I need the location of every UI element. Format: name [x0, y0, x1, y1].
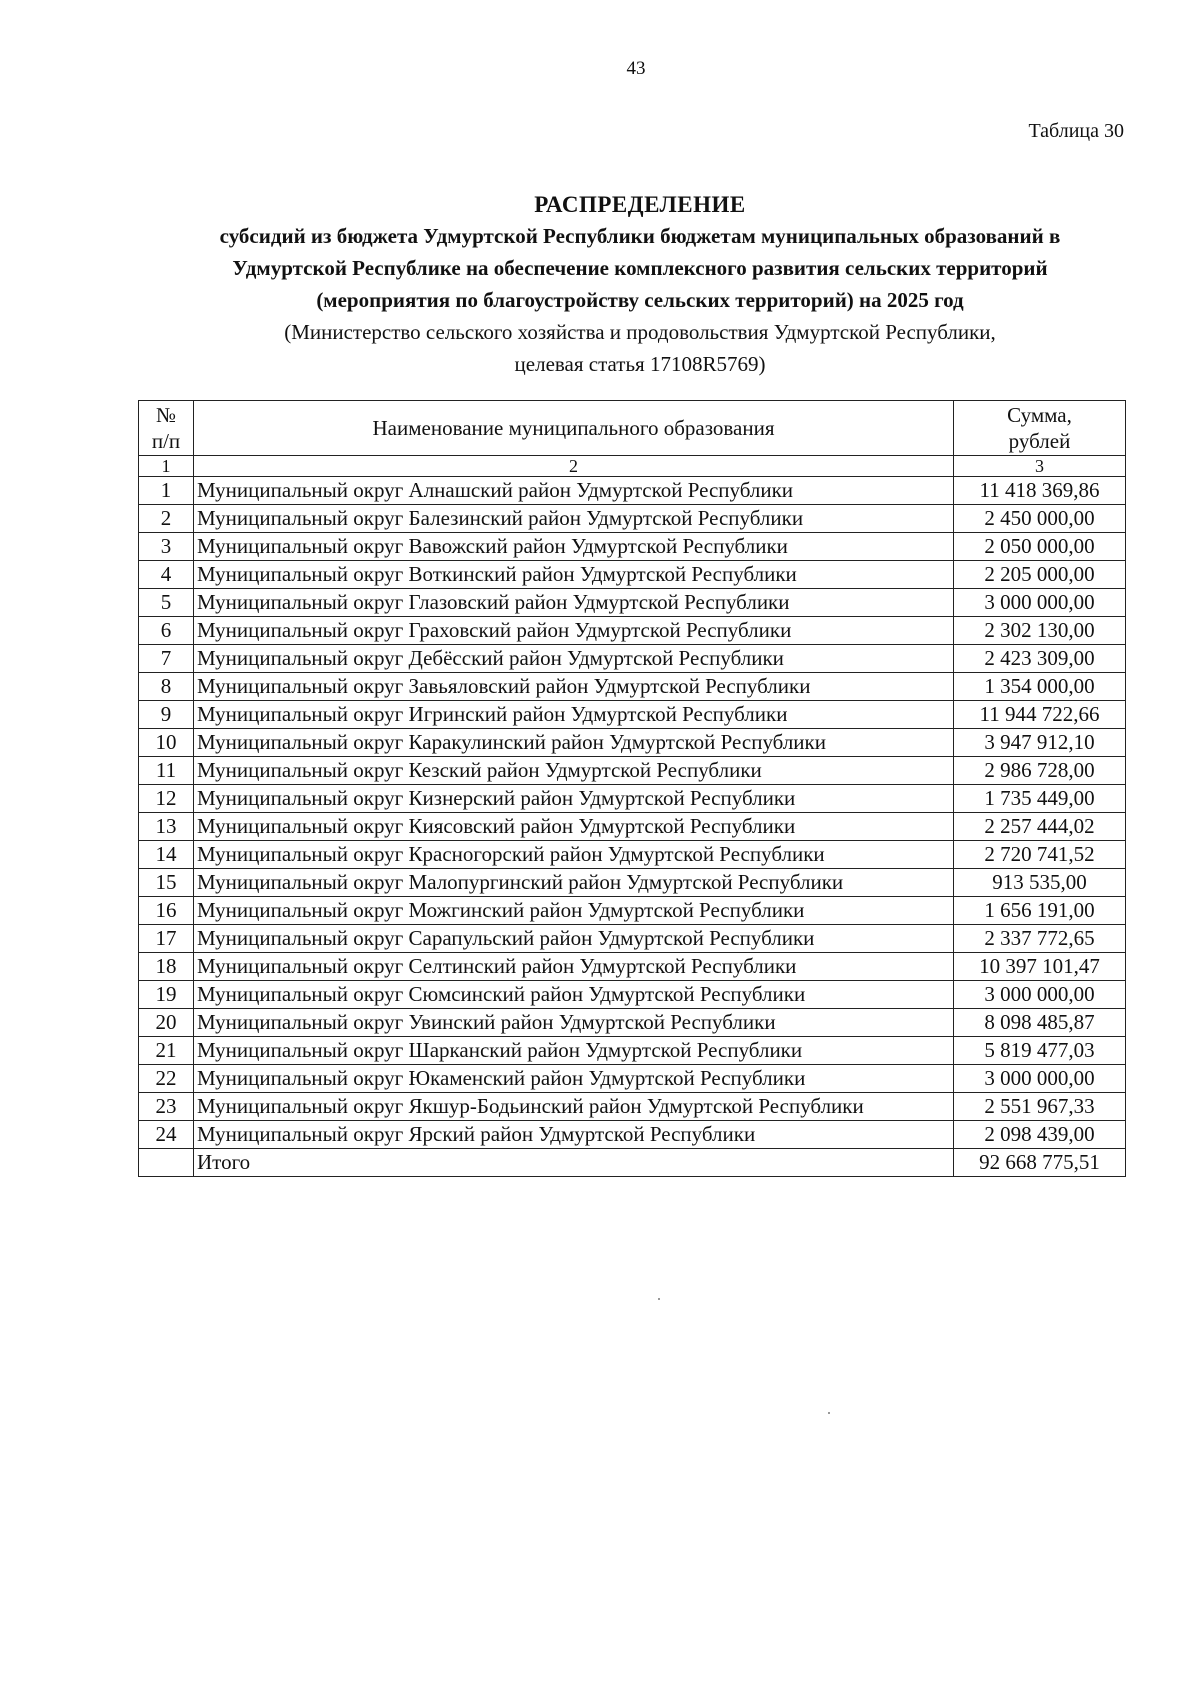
row-num-cell: 13: [139, 813, 194, 841]
row-num-cell: 1: [139, 477, 194, 505]
table-header-row: [139, 401, 1126, 456]
scan-speck: [828, 1412, 830, 1414]
row-sum-cell: 2 257 444,02: [954, 813, 1126, 841]
row-name-cell: Муниципальный округ Граховский район Удмуртской Республики: [194, 617, 954, 645]
row-num-cell: 22: [139, 1065, 194, 1093]
table-total-row: [139, 1149, 1126, 1177]
table-row: [139, 533, 1126, 561]
row-name-cell: Муниципальный округ Кизнерский район Удмуртской Республики: [194, 785, 954, 813]
row-name-cell: Муниципальный округ Игринский район Удмуртской Республики: [194, 701, 954, 729]
header-num-line2: п/п: [151, 429, 181, 453]
row-sum-cell: 8 098 485,87: [954, 1009, 1126, 1037]
table-row: [139, 1093, 1126, 1121]
row-name-cell: Муниципальный округ Каракулинский район Удмуртской Республики: [194, 729, 954, 757]
row-num-cell: 8: [139, 673, 194, 701]
row-num-cell: 21: [139, 1037, 194, 1065]
row-name-cell: Муниципальный округ Завьяловский район Удмуртской Республики: [194, 673, 954, 701]
row-num-cell: 24: [139, 1121, 194, 1149]
index-cell: 3: [954, 456, 1126, 477]
row-sum-cell: 2 551 967,33: [954, 1093, 1126, 1121]
row-num-cell: 14: [139, 841, 194, 869]
header-num-cell: [139, 401, 194, 456]
row-name-cell: Муниципальный округ Увинский район Удмуртской Республики: [194, 1009, 954, 1037]
table-row: [139, 757, 1126, 785]
row-sum-cell: 1 656 191,00: [954, 897, 1126, 925]
document-note-line: (Министерство сельского хозяйства и продовольствия Удмуртской Республики,: [284, 320, 996, 344]
row-num-cell: 12: [139, 785, 194, 813]
document-note-line: целевая статья 17108R5769): [514, 352, 766, 376]
table-row: [139, 869, 1126, 897]
document-subtitle-line: субсидий из бюджета Удмуртской Республики бюджетам муниципальных образований в: [219, 224, 1061, 248]
distribution-table: [138, 400, 1126, 1177]
row-sum-cell: 913 535,00: [954, 869, 1126, 897]
table-row: [139, 981, 1126, 1009]
table-row: [139, 1065, 1126, 1093]
row-sum-cell: 92 668 775,51: [954, 1149, 1126, 1177]
row-name-cell: Муниципальный округ Кезский район Удмуртской Республики: [194, 757, 954, 785]
row-name-cell: Муниципальный округ Воткинский район Удмуртской Республики: [194, 561, 954, 589]
row-num-cell: 7: [139, 645, 194, 673]
row-num-cell: 2: [139, 505, 194, 533]
table-row: [139, 673, 1126, 701]
header-sum-line1: Сумма,: [1007, 403, 1072, 427]
row-name-cell: Муниципальный округ Селтинский район Удмуртской Республики: [194, 953, 954, 981]
table-row: [139, 589, 1126, 617]
row-num-cell: 17: [139, 925, 194, 953]
row-sum-cell: 2 098 439,00: [954, 1121, 1126, 1149]
page-number: 43: [626, 58, 646, 79]
table-row: [139, 953, 1126, 981]
row-sum-cell: 3 000 000,00: [954, 981, 1126, 1009]
row-sum-cell: 5 819 477,03: [954, 1037, 1126, 1065]
table-row: [139, 617, 1126, 645]
row-name-cell: Муниципальный округ Якшур-Бодьинский район Удмуртской Республики: [194, 1093, 954, 1121]
row-sum-cell: 2 050 000,00: [954, 533, 1126, 561]
document-subtitle-line: Удмуртской Республике на обеспечение комплексного развития сельских территорий: [232, 256, 1048, 280]
table-row: [139, 505, 1126, 533]
table-body: [139, 401, 1126, 1177]
row-sum-cell: 3 000 000,00: [954, 1065, 1126, 1093]
row-sum-cell: 11 418 369,86: [954, 477, 1126, 505]
row-sum-cell: 1 354 000,00: [954, 673, 1126, 701]
header-sum-cell: [954, 401, 1126, 456]
document-title: РАСПРЕДЕЛЕНИЕ: [534, 192, 746, 217]
table-row: [139, 897, 1126, 925]
row-name-cell: Муниципальный округ Дебёсский район Удмуртской Республики: [194, 645, 954, 673]
row-num-cell: 10: [139, 729, 194, 757]
row-sum-cell: 2 423 309,00: [954, 645, 1126, 673]
row-num-cell: 4: [139, 561, 194, 589]
row-name-cell: Муниципальный округ Сюмсинский район Удмуртской Республики: [194, 981, 954, 1009]
row-num-cell: 5: [139, 589, 194, 617]
table-row: [139, 729, 1126, 757]
row-num-cell: 20: [139, 1009, 194, 1037]
table-row: [139, 1121, 1126, 1149]
row-sum-cell: 2 302 130,00: [954, 617, 1126, 645]
document-heading: [140, 190, 1140, 380]
table-row: [139, 477, 1126, 505]
header-sum-line2: рублей: [1008, 429, 1071, 453]
row-name-cell: Муниципальный округ Ярский район Удмуртской Республики: [194, 1121, 954, 1149]
row-name-cell: Муниципальный округ Сарапульский район Удмуртской Республики: [194, 925, 954, 953]
table-row: [139, 813, 1126, 841]
row-name-cell: Муниципальный округ Глазовский район Удмуртской Республики: [194, 589, 954, 617]
document-subtitle-line: (мероприятия по благоустройству сельских территорий) на 2025 год: [316, 288, 964, 312]
row-sum-cell: 2 720 741,52: [954, 841, 1126, 869]
table-row: [139, 701, 1126, 729]
row-sum-cell: 10 397 101,47: [954, 953, 1126, 981]
table-row: [139, 645, 1126, 673]
row-name-cell: Итого: [194, 1149, 954, 1177]
table-row: [139, 925, 1126, 953]
row-sum-cell: 3 000 000,00: [954, 589, 1126, 617]
row-name-cell: Муниципальный округ Красногорский район Удмуртской Республики: [194, 841, 954, 869]
scan-speck: [658, 1298, 660, 1300]
row-name-cell: Муниципальный округ Юкаменский район Удмуртской Республики: [194, 1065, 954, 1093]
row-num-cell: 6: [139, 617, 194, 645]
table-row: [139, 785, 1126, 813]
row-num-cell: 11: [139, 757, 194, 785]
table-row: [139, 561, 1126, 589]
row-num-cell: 3: [139, 533, 194, 561]
row-num-cell: 15: [139, 869, 194, 897]
row-name-cell: Муниципальный округ Шарканский район Удмуртской Республики: [194, 1037, 954, 1065]
header-name-cell: Наименование муниципального образования: [194, 401, 954, 456]
row-num-cell: [139, 1149, 194, 1177]
row-sum-cell: 3 947 912,10: [954, 729, 1126, 757]
row-name-cell: Муниципальный округ Можгинский район Удмуртской Республики: [194, 897, 954, 925]
table-row: [139, 1009, 1126, 1037]
index-cell: 1: [139, 456, 194, 477]
row-name-cell: Муниципальный округ Алнашский район Удмуртской Республики: [194, 477, 954, 505]
row-sum-cell: 2 986 728,00: [954, 757, 1126, 785]
header-num-line1: №: [155, 403, 177, 427]
row-name-cell: Муниципальный округ Киясовский район Удмуртской Республики: [194, 813, 954, 841]
table-label: Таблица 30: [1028, 120, 1124, 142]
row-name-cell: Муниципальный округ Балезинский район Удмуртской Республики: [194, 505, 954, 533]
row-num-cell: 9: [139, 701, 194, 729]
table-row: [139, 1037, 1126, 1065]
row-sum-cell: 11 944 722,66: [954, 701, 1126, 729]
row-num-cell: 19: [139, 981, 194, 1009]
row-num-cell: 16: [139, 897, 194, 925]
row-sum-cell: 2 450 000,00: [954, 505, 1126, 533]
row-num-cell: 18: [139, 953, 194, 981]
row-sum-cell: 1 735 449,00: [954, 785, 1126, 813]
row-sum-cell: 2 205 000,00: [954, 561, 1126, 589]
row-sum-cell: 2 337 772,65: [954, 925, 1126, 953]
table-index-row: [139, 456, 1126, 477]
table-row: [139, 841, 1126, 869]
row-num-cell: 23: [139, 1093, 194, 1121]
row-name-cell: Муниципальный округ Малопургинский район Удмуртской Республики: [194, 869, 954, 897]
row-name-cell: Муниципальный округ Вавожский район Удмуртской Республики: [194, 533, 954, 561]
index-cell: 2: [194, 456, 954, 477]
